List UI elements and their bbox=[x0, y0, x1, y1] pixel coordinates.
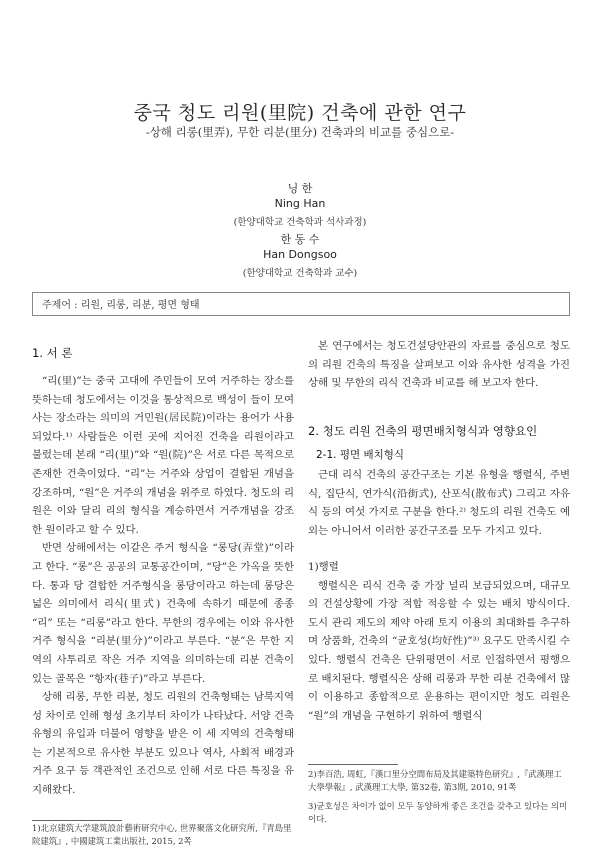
right-column-intro bbox=[308, 337, 570, 393]
author-1-affiliation: (한양대학교 건축학과 석사과정) bbox=[233, 217, 367, 228]
layout-types-paragraph: 근대 리식 건축의 공간구조는 기본 유형을 행렬식, 주변식, 집단식, 연가식(沿街式), 산포식(散布式) 그리고 자유식 등의 여섯 가지로 구분을 한다.²⁾ 청도의 리원 건축도 예외는 아니어서 이러한 공간구조를 모두 가지고 있다. bbox=[308, 469, 570, 537]
author-2-korean-name: 한 동 수 bbox=[280, 233, 320, 246]
row-type-paragraph: 행렬식은 리식 건축 중 가장 널리 보급되었으며, 대규모의 건설상황에 가장 적합 적응할 수 있는 배치 방식이다. 도시 관리 제도의 제약 아래 토지 이용의 최대화를 추구하며 상품화, 건축의 “균호성(均好性)”³⁾ 요구도 만족시킬 수 있다. 행렬식 건축은 단위평면이 서로 인접하면서 평행으로 배치된다. 행렬식은 상해 리롱과 무한 리분 건축에서 많이 이용하고 종합적으로 운용하는 편이지만 청도 리원은 “원”의 개념을 구현하기 위하여 행렬식 bbox=[308, 579, 570, 722]
footnote-2: 2)李百浩, 周虹,『漢口里分空間布局及其建築特色研究』,『武漢理工大學學報』, 武漢理工大學, 第32卷, 第3期, 2010, 91쪽 bbox=[308, 769, 562, 792]
author-2-english-name: Han Dongsoo bbox=[263, 248, 337, 261]
author-1-korean-name: 닝 한 bbox=[287, 182, 313, 195]
intro-paragraph-2: 반면 상해에서는 이같은 주거 형식을 “롱당(弄堂)”이라고 한다. “롱”은 공공의 교통공간이며, “당”은 가옥을 뜻한다. 통과 당 결합한 거주형식을 롱당이라고 하는데 롱당은 넓은 의미에서 리식(里式) 건축에 속하기 때문에 종종 “리” 또는 “리롱”라고 한다. 무한의 경우에는 이와 유사한 거주 형식을 “리분(里分)”이라고 부른다. “분”은 무한 지역의 사투리로 작은 거주 지역을 의미하는데 리분 건축이 있는 골목은 “항자(巷子)”라고 부른다. bbox=[32, 542, 294, 685]
row-type-body bbox=[308, 558, 570, 725]
author-2-affiliation: (한양대학교 건축학과 교수) bbox=[242, 268, 358, 279]
section-2-heading: 2. 청도 리원 건축의 평면배치형식과 영향요인 bbox=[308, 424, 538, 438]
section-2-1-heading: 2-1. 평면 배치형식 bbox=[316, 449, 405, 461]
intro-paragraph-1: “리(里)”는 중국 고대에 주민들이 모여 거주하는 장소를 뜻하는데 청도에서는 이것을 통상적으로 백성이 들이 모여 사는 장소라는 의미의 거민원(居民院)이라는 용어가 사용되었다.¹⁾ 사람들은 이런 곳에 지어진 건축을 리원이라고 불렀는데 본래 “리(里)”와 “원(院)”은 서로 다른 목적으로 존재한 건축이었다. “리”는 거주와 상업이 결합된 개념을 강조하며, “원”은 거주의 개념을 위주로 하였다. 청도의 리원은 이와 달리 리의 형식을 계승하면서 거주개념을 강조한 원이라고 할 수 있다. bbox=[32, 375, 294, 536]
subsection-row-type-label: 1)행렬 bbox=[308, 561, 339, 573]
intro-paragraph-4: 본 연구에서는 청도건설당안관의 자료를 중심으로 청도의 리원 건축의 특징을 살펴보고 이와 유사한 성격을 가진 상해 및 무한의 리식 건축과 비교를 해 보고자 한다. bbox=[308, 340, 570, 390]
footnote-divider-left bbox=[32, 820, 122, 821]
section-1-heading: 1. 서 론 bbox=[32, 346, 73, 360]
footnote-3: 3)균호성은 차이가 없이 모두 동양하게 좋은 조건을 갖추고 있다는 의미이다. bbox=[308, 801, 568, 824]
intro-paragraph-3: 상해 리롱, 무한 리분, 청도 리원의 건축형태는 남북지역성 차이로 인해 형성 초기부터 차이가 나타났다. 서양 건축유형의 유입과 더불어 영향을 받은 이 세 지역의 건축형태는 기본적으로 유사한 부분도 있으나 역사, 사회적 배경과 거주 요구 등 객관적인 조건으로 인해 서로 다른 특징을 유지해왔다. bbox=[32, 691, 294, 797]
footnote-divider-right bbox=[308, 764, 398, 765]
footnote-1: 1)北京建筑大学建筑設計藝術研究中心, 世界聚落文化研究所,『青島里院建筑』, 中國建筑工業出版社, 2015, 2쪽 bbox=[32, 823, 292, 846]
keywords-text: 주제어 : 리원, 리롱, 리분, 평면 형태 bbox=[42, 300, 200, 311]
section-2-1-body bbox=[308, 466, 570, 540]
paper-title: 중국 청도 리원(里院) 건축에 관한 연구 bbox=[133, 102, 467, 124]
left-column-body bbox=[32, 372, 294, 800]
author-1-english-name: Ning Han bbox=[274, 197, 326, 210]
paper-subtitle: -상해 리롱(里弄), 무한 리분(里分) 건축과의 비교를 중심으로- bbox=[145, 125, 455, 139]
